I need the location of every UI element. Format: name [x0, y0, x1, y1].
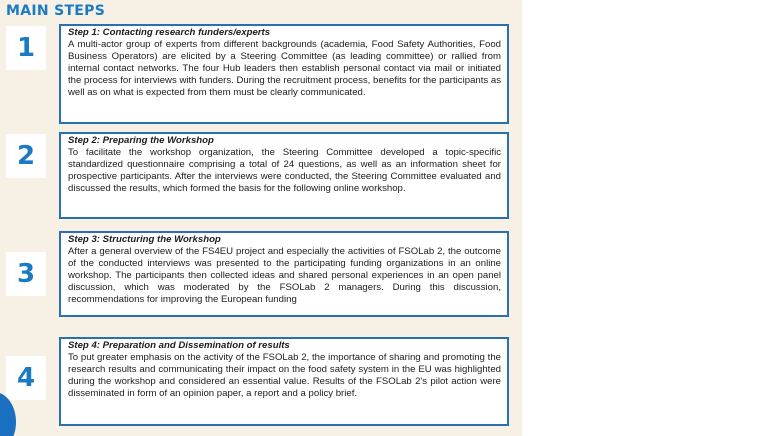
step-title: Step 4: Preparation and Dissemination of results: [68, 340, 290, 351]
step-body: A multi-actor group of experts from different backgrounds (academia, Food Safety Authorities, Food Business Operators) are elicited by a Steering Committee (as leading committee) or rallied from internal contact networks. The four Hub leaders then establish personal contact via mail or initiated the process for interviews with funders. During the recruitment process, benefits for the participants as well as on what is expected from them must be clearly communicated.: [68, 39, 501, 98]
step-body: To facilitate the workshop organization, the Steering Committee developed a topic-specific standardized questionnaire comprising a total of 24 questions, as well as an information sheet for prospective participants. After the interviews were conducted, the Steering Committee evaluated and discussed the results, which formed the basis for the following online workshop.: [68, 147, 501, 194]
step-box-4: [59, 337, 509, 426]
step-title: Step 3: Structuring the Workshop: [68, 234, 221, 245]
step-title: Step 2: Preparing the Workshop: [68, 135, 214, 146]
step-number-2: 2: [6, 134, 46, 178]
step-body: After a general overview of the FS4EU project and especially the activities of FSOLab 2, the outcome of the conducted interviews was presented to the participating funding organizations in an online workshop. The participants then collected ideas and shared personal experiences in an open panel discussion, which was moderated by the FSOLab 2 managers. During this discussion, recommendations for improving the European funding: [68, 246, 501, 305]
step-number-1: 1: [6, 26, 46, 70]
step-box-3: [59, 231, 509, 317]
step-box-1: [59, 24, 509, 124]
step-title: Step 1: Contacting research funders/experts: [68, 27, 271, 38]
step-number-4: 4: [6, 356, 46, 400]
step-number-3: 3: [6, 252, 46, 296]
page-title: MAIN STEPS: [6, 3, 106, 19]
step-body: To put greater emphasis on the activity of the FSOLab 2, the importance of sharing and promoting the research results and communicating their impact on the food safety system in the EU was highlighted during the workshop and considered an essential value. Results of the FSOLab 2's pilot action were disseminated in form of an opinion paper, a report and a policy brief.: [68, 352, 501, 399]
step-box-2: [59, 132, 509, 219]
